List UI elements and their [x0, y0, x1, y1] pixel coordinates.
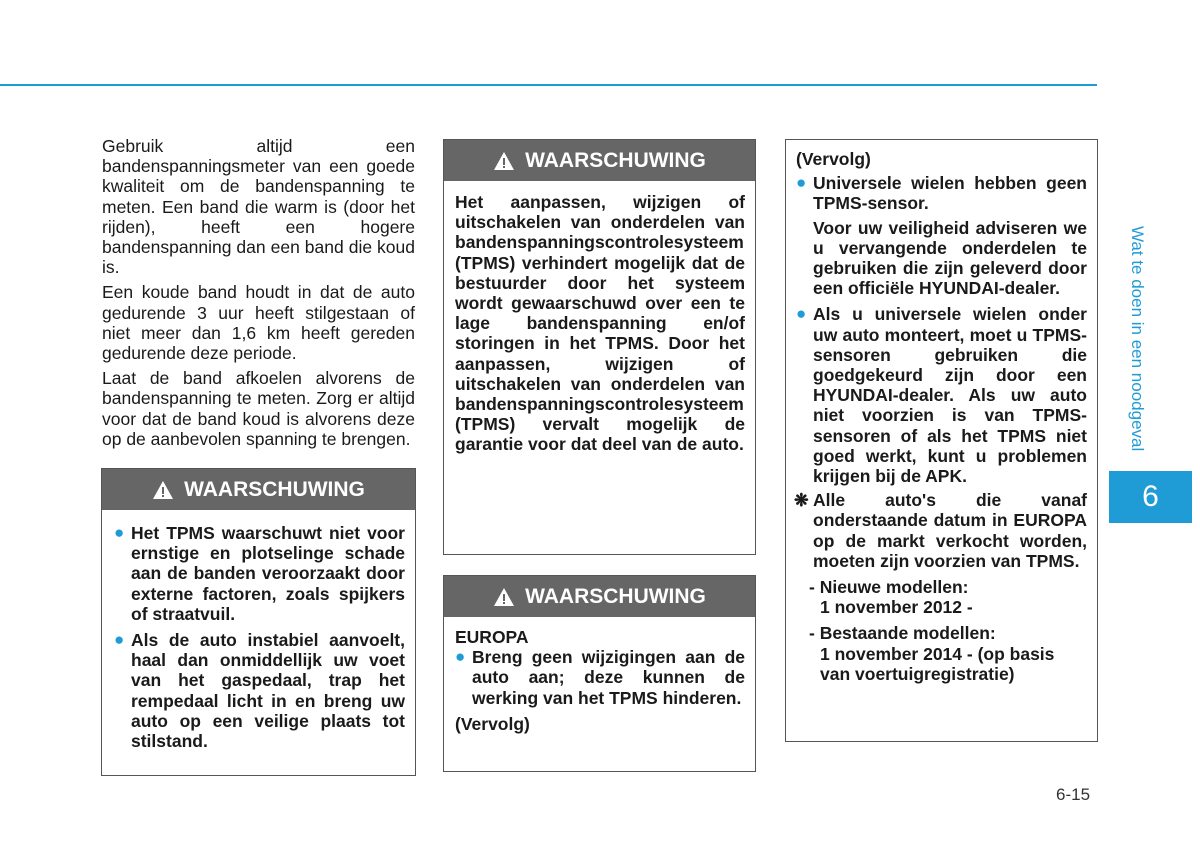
warning-text: Het aanpassen, wijzigen of uitschakelen van onderdelen van bandenspanningscontrolesysteem (TPMS) verhindert mogelijk dat de bestuurder door het systeem wordt gewaarschuwd over een te lage bandenspanning en/of storingen in het TPMS. Door het aanpassen, wijzigen of uitschakelen van onderdelen van bandenspanningscontrolesysteem (TPMS) vervalt mogelijk de garantie voor dat deel van de auto. [455, 192, 745, 455]
header-rule [0, 84, 1097, 86]
warning-header [444, 140, 755, 181]
section-title: Wat te doen in een noodgeval [1128, 226, 1147, 452]
region-label: EUROPA [455, 627, 529, 647]
page-number: 6-15 [1056, 785, 1091, 804]
chapter-tab: 6 [1109, 471, 1192, 523]
paragraph: Gebruik altijd een bandenspanningsmeter van een goede kwaliteit om de bandenspanning te meten. Een band die warm is (door het rijden), heeft een hogere bandenspanning dan een band die koud is. [102, 136, 415, 278]
warning-header [444, 576, 755, 617]
new-models: - Nieuwe modellen: 1 november 2012 - [809, 577, 973, 618]
list-item: ● Universele wielen hebben geen TPMS-sensor. [796, 173, 1087, 214]
warning-box-tpms [101, 468, 416, 776]
list-item: ● Breng geen wijzigingen aan de auto aan; deze kunnen de werking van het TPMS hinderen. [455, 647, 745, 708]
warning-box-modification [443, 139, 756, 555]
warning-header [102, 469, 415, 510]
warning-box-continued [785, 139, 1098, 742]
advice-text: Voor uw veiligheid adviseren we u vervangende onderdelen te gebruiken die zijn geleverd door een officiële HYUNDAI-dealer. [813, 217, 1087, 299]
asterisk-icon: ❋ [794, 490, 809, 511]
bullet-icon: ● [114, 523, 125, 542]
warning-title: WAARSCHUWING [184, 477, 365, 501]
list-item: ● Als de auto instabiel aanvoelt, haal dan onmiddellijk uw voet van het gaspedaal, trap het rempedaal licht in en breng uw auto op een veilige plaats tot stilstand. [114, 630, 405, 752]
list-item: ● Als u universele wielen onder uw auto monteert, moet u TPMS-sensoren gebruiken die goedgekeurd zijn door een HYUNDAI-dealer. Als uw auto niet voorzien is van TPMS-sensoren of als het TPMS niet goed werkt, kunt u problemen krijgen bij de APK. [796, 304, 1087, 487]
bullet-icon: ● [114, 630, 125, 650]
warning-box-europe [443, 575, 756, 772]
warning-title: WAARSCHUWING [525, 148, 706, 172]
continued-label: (Vervolg) [455, 713, 530, 734]
continued-label: (Vervolg) [796, 149, 871, 169]
bullet-icon: ● [455, 647, 466, 667]
intro-text [102, 136, 415, 454]
warning-triangle-icon [493, 587, 515, 607]
paragraph: Laat de band afkoelen alvorens de bandenspanning te meten. Zorg er altijd voor dat de band koud is alvorens deze op de aanbevolen spanning te brengen. [102, 368, 415, 449]
paragraph: Een koude band houdt in dat de auto gedurende 3 uur heeft stilgestaan of niet meer dan 1,6 km heeft gereden gedurende deze periode. [102, 282, 415, 364]
list-item: ● Het TPMS waarschuwt niet voor ernstige en plotselinge schade aan de banden veroorzaakt door externe factoren, zoals spijkers of straatvuil. [114, 523, 405, 624]
warning-triangle-icon [152, 480, 174, 500]
warning-triangle-icon [493, 151, 515, 171]
bullet-icon: ● [796, 173, 807, 193]
warning-title: WAARSCHUWING [525, 584, 706, 608]
bullet-icon: ● [796, 304, 807, 324]
star-note: ❋ Alle auto's die vanaf onderstaande datum in EUROPA op de markt verkocht worden, moeten zijn voorzien van TPMS. [794, 490, 1087, 571]
existing-models: - Bestaande modellen: 1 november 2014 - (op basis van voertuigregistratie) [809, 623, 1055, 684]
